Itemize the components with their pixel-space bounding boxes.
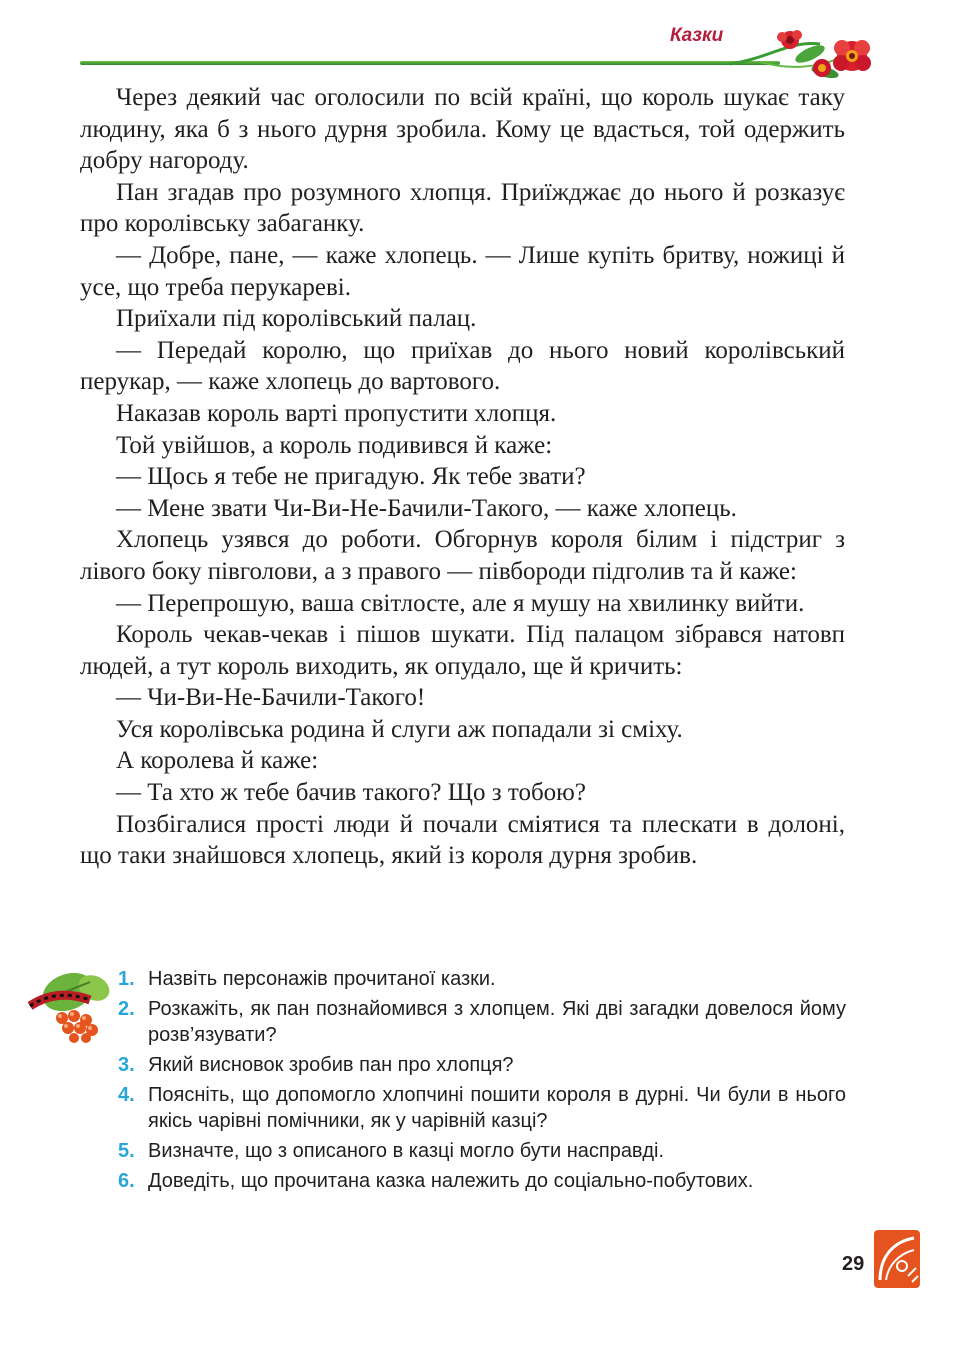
page-header <box>0 0 963 90</box>
viburnum-berries-icon <box>28 964 114 1044</box>
question-number: 3. <box>118 1054 135 1076</box>
question-text: Визначте, що з описаного в казці могло бути насправді. <box>148 1140 665 1162</box>
story-paragraph: Хлопець узявся до роботи. Обгорнув короля білим і підстриг з лівого боку півголови, а з правого — півбороди підголив та й каже: <box>80 526 845 585</box>
question-number: 4. <box>118 1084 135 1106</box>
flower-vine-icon <box>730 10 890 90</box>
story-paragraph: — Добре, пане, — каже хлопець. — Лише купіть бритву, ножиці й усе, що треба перукареві. <box>80 241 845 301</box>
story-paragraph: Приїхали під королівський палац. <box>116 305 477 333</box>
story-paragraph: Позбігалися прості люди й почали сміятися та плескати в долоні, що таки знайшовся хлопець, який із короля дурня зробив. <box>80 810 845 870</box>
story-paragraph: Наказав король варті пропустити хлопця. <box>116 399 557 427</box>
question-number: 1. <box>118 968 135 990</box>
story-paragraph: Через деякий час оголосили по всій країні, що король шукає таку людину, яка б з нього дурня зробила. Кому це вдасться, той одержить добру нагороду. <box>80 84 845 175</box>
question-text: Розкажіть, як пан познайомився з хлопцем. Які дві загадки довелося йому розв’язувати? <box>148 998 846 1046</box>
question-item <box>118 1052 846 1078</box>
story-paragraph: А королева й каже: <box>116 747 319 775</box>
story-text <box>80 82 845 872</box>
question-item <box>118 966 846 992</box>
story-paragraph: — Чи-Ви-Не-Бачили-Такого! <box>116 684 426 712</box>
story-paragraph: — Мене звати Чи-Ви-Не-Бачили-Такого, — каже хлопець. <box>116 494 737 522</box>
story-paragraph: — Та хто ж тебе бачив такого? Що з тобою? <box>116 779 586 807</box>
question-number: 2. <box>118 998 135 1020</box>
story-paragraph: Король чекав-чекав і пішов шукати. Під палацом зібрався натовп людей, а тут король виходить, як опудало, ще й кричить: <box>80 621 845 680</box>
question-text: Назвіть персонажів прочитаної казки. <box>148 968 496 990</box>
question-text: Доведіть, що прочитана казка належить до соціально-побутових. <box>148 1170 754 1192</box>
story-paragraph: — Передай королю, що приїхав до нього новий королівський перукар, — каже хлопець до вартового. <box>80 336 845 396</box>
question-text: Поясніть, що допомогло хлопчині пошити короля в дурні. Чи були в нього якісь чарівні помічники, як у чарівній казці? <box>148 1084 846 1132</box>
header-vine-line <box>80 61 780 65</box>
story-paragraph: — Щось я тебе не пригадую. Як тебе звати? <box>116 463 586 491</box>
question-item <box>118 1082 846 1134</box>
question-number: 6. <box>118 1170 135 1192</box>
story-paragraph: Уся королівська родина й слуги аж попадали зі сміху. <box>116 715 683 743</box>
story-paragraph: — Перепрошую, ваша світлосте, але я мушу на хвилинку вийти. <box>116 589 805 617</box>
question-item <box>118 996 846 1048</box>
section-title: Казки <box>670 25 724 46</box>
question-item <box>118 1138 846 1164</box>
question-text: Який висновок зробив пан про хлопця? <box>148 1054 514 1076</box>
story-paragraph: Той увійшов, а король подивився й каже: <box>116 431 553 459</box>
questions-list <box>118 966 846 1198</box>
story-paragraph: Пан згадав про розумного хлопця. Приїжджає до нього й розказує про королівську забаганку. <box>80 178 845 238</box>
question-number: 5. <box>118 1140 135 1162</box>
page-number: 29 <box>842 1253 865 1275</box>
question-item <box>118 1168 846 1194</box>
ornament-corner-icon <box>872 1228 922 1290</box>
